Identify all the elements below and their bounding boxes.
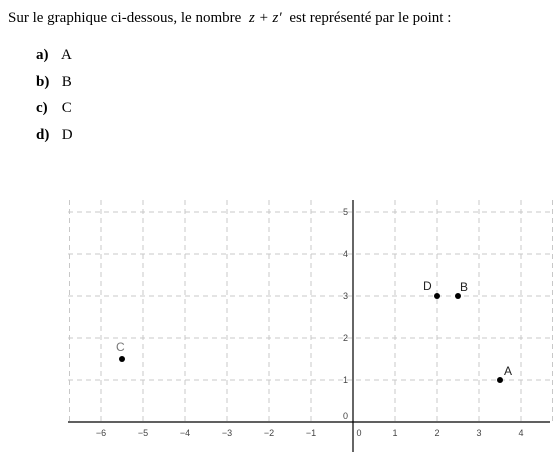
point-d [434, 293, 440, 299]
choice-b[interactable] [36, 74, 73, 101]
x-tick-label: 1 [392, 428, 398, 438]
point-c [119, 356, 125, 362]
data-points [116, 279, 512, 383]
grid-lines [68, 200, 553, 422]
point-label-c: C [116, 340, 125, 354]
choice-c[interactable] [36, 100, 73, 127]
point-label-a: A [504, 364, 513, 378]
y-tick-label: 0 [342, 411, 348, 421]
choice-label: C [61, 100, 72, 116]
x-tick-label: −5 [137, 428, 149, 438]
x-tick-label: 0 [356, 428, 362, 438]
x-tick-label: 3 [476, 428, 482, 438]
x-tick-label: −3 [221, 428, 233, 438]
choice-letter: c) [36, 100, 48, 116]
choice-label: A [60, 47, 72, 63]
answer-choices [36, 47, 73, 153]
point-a [497, 377, 503, 383]
tick-labels [96, 207, 524, 438]
y-tick-label: 3 [342, 291, 348, 301]
x-tick-label: −6 [95, 428, 107, 438]
choice-letter: d) [36, 126, 50, 143]
choice-letter: b) [36, 73, 50, 90]
coordinate-graph [0, 195, 558, 463]
y-tick-label: 1 [342, 375, 348, 385]
choice-letter: a) [36, 47, 49, 63]
y-tick-label: 5 [342, 207, 348, 217]
point-label-b: B [460, 280, 469, 294]
y-tick-label: 4 [342, 249, 348, 259]
axes [68, 200, 550, 452]
question-math: z + z′ [249, 10, 282, 26]
choice-label: D [61, 126, 73, 143]
question-suffix: est représenté par le point : [289, 10, 452, 26]
choice-label: B [61, 73, 72, 90]
point-label-d: D [423, 279, 432, 293]
question-prefix: Sur le graphique ci-dessous, le nombre [8, 10, 242, 26]
y-tick-label: 2 [342, 333, 348, 343]
x-tick-label: −2 [263, 428, 275, 438]
choice-d[interactable] [36, 127, 73, 154]
x-tick-label: −4 [179, 428, 191, 438]
x-tick-label: 2 [434, 428, 440, 438]
choice-a[interactable] [36, 47, 73, 74]
question-text [8, 10, 451, 27]
x-tick-label: 4 [518, 428, 524, 438]
x-tick-label: −1 [305, 428, 317, 438]
